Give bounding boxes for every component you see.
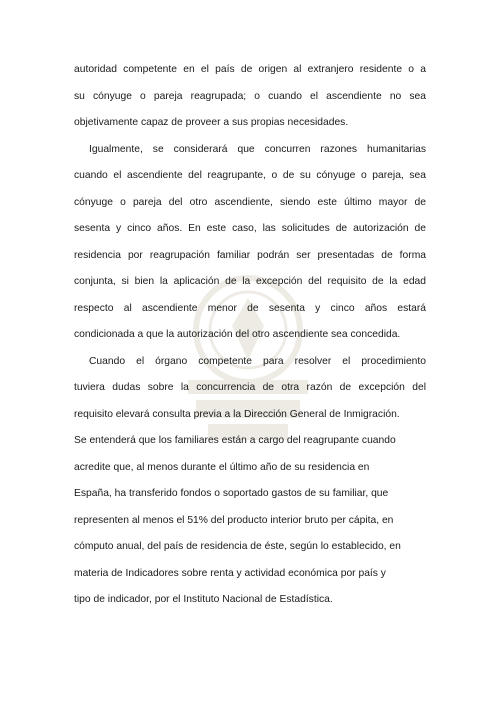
- paragraph: [74, 57, 426, 137]
- text-line: requisito elevará consulta previa a la Dirección General de Inmigración.: [74, 408, 400, 420]
- text-line: Se entenderá que los familiares están a cargo del reagrupante cuando: [74, 435, 396, 446]
- text-line: tuviera dudas sobre la concurrencia de otra razón de excepción del: [74, 382, 426, 393]
- text-line: representen al menos el 51% del producto interior bruto per cápita, en: [74, 514, 394, 526]
- text-line: respecto al ascendiente menor de sesenta y cinco años estará: [74, 302, 426, 314]
- paragraph: [74, 349, 426, 429]
- text-line: conjunta, si bien la aplicación de la excepción del requisito de la edad: [74, 276, 426, 287]
- text-line: su cónyuge o pareja reagrupada; o cuando el ascendiente no sea: [74, 90, 426, 102]
- paragraph: [74, 137, 426, 349]
- text-line: España, ha transferido fondos o soportado gastos de su familiar, que: [74, 488, 389, 499]
- text-line: objetivamente capaz de proveer a sus propias necesidades.: [74, 117, 349, 128]
- text-line: Igualmente, se considerará que concurren razones humanitarias: [89, 143, 426, 155]
- text-line: residencia por reagrupación familiar podrán ser presentadas de forma: [74, 249, 426, 261]
- text-line: cuando el ascendiente del reagrupante, o de su cónyuge o pareja, sea: [74, 170, 426, 181]
- text-line: tipo de indicador, por el Instituto Nacional de Estadística.: [74, 594, 333, 605]
- text-line: sesenta y cinco años. En este caso, las solicitudes de autorización de: [74, 223, 426, 234]
- text-line: acredite que, al menos durante el último año de su residencia en: [74, 461, 370, 473]
- text-line: condicionada a que la autorización del otro ascendiente sea concedida.: [74, 329, 401, 340]
- text-line: cónyuge o pareja del otro ascendiente, siendo este último mayor de: [74, 196, 426, 208]
- text-line: autoridad competente en el país de origen al extranjero residente o a: [74, 64, 426, 75]
- document-body: [74, 57, 426, 614]
- text-line: materia de Indicadores sobre renta y actividad económica por país y: [74, 567, 386, 579]
- text-line: cómputo anual, del país de residencia de éste, según lo establecido, en: [74, 541, 401, 552]
- text-line: Cuando el órgano competente para resolver el procedimiento: [89, 355, 426, 367]
- paragraph: [74, 428, 426, 614]
